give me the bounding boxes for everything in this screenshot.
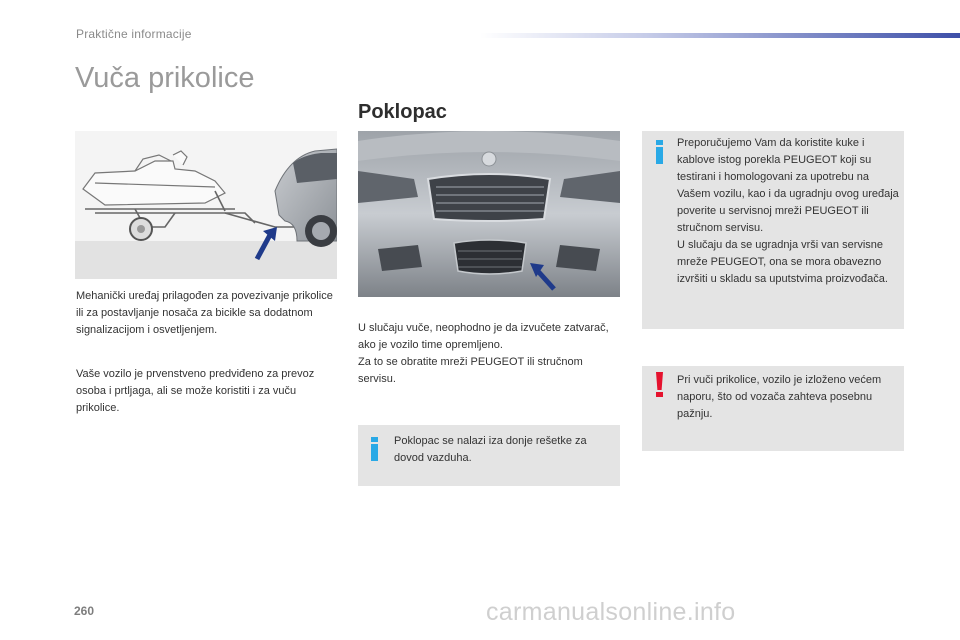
info-box-text: Preporučujemo Vam da koristite kuke i kablove istog porekla PEUGEOT koji su testirani i homologovani za upotrebu na Vašem vozilu, kao i da ugradnju ovog uređaja poverite u servisnoj mreži PEUGEOT ili stručnom servisu. U slučaju da se ugradnja vrši van servisne mreže PEUGEOT, ona se mora obavezno izvršiti u skladu sa uputstvima proizvođača. <box>677 137 899 285</box>
info-box-text: Poklopac se nalazi iza donje rešetke za dovod vazduha. <box>394 435 587 464</box>
page-title: Vuča prikolice <box>75 62 255 94</box>
section-header: Praktične informacije <box>76 27 192 41</box>
paragraph-mechanical-device: Mehanički uređaj prilagođen za povezivanje prikolice ili za postavljanje nosača za bicikle sa dodatnom signalizacijom i osvetljenjem. <box>76 290 333 336</box>
watermark: carmanualsonline.info <box>486 598 736 626</box>
info-icon <box>371 437 379 461</box>
illustration-towing-trailer <box>75 131 337 279</box>
info-box-recommendation <box>642 131 904 329</box>
exclamation-icon <box>656 372 664 398</box>
page-number: 260 <box>74 604 95 618</box>
warning-box-text: Pri vuči prikolice, vozilo je izloženo većem naporu, što od vozača zahteva posebnu pažnju. <box>677 374 882 420</box>
paragraph-vehicle-purpose: Vaše vozilo je prvenstveno predviđeno za prevoz osoba i prtljaga, ali se može koristiti i za vuču prikolice. <box>76 368 315 414</box>
header-bar <box>480 33 960 38</box>
info-icon <box>656 140 664 164</box>
illustration-front-grille <box>358 131 620 297</box>
warning-box-load <box>642 366 904 451</box>
paragraph-cover-instructions: U slučaju vuče, neophodno je da izvučete zatvarač, ako je vozilo time opremljeno. Za to se obratite mreži PEUGEOT ili stručnom servisu. <box>358 322 609 385</box>
info-box-cover-location <box>358 425 620 486</box>
subheading-poklopac: Poklopac <box>358 101 447 123</box>
